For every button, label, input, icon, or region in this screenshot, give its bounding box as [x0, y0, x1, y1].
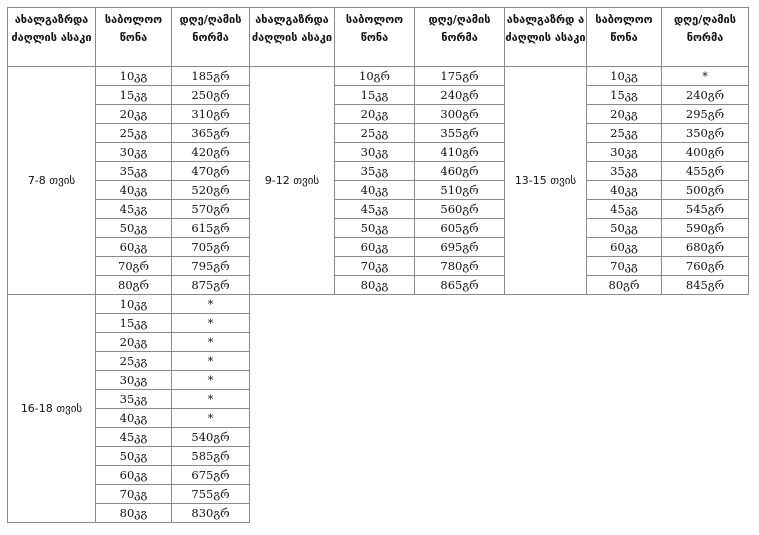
table-row: [8, 181, 749, 200]
weight-cell: 15კგ: [335, 86, 415, 105]
norm-cell: 460გრ: [415, 162, 505, 181]
weight-cell: 15კგ: [96, 86, 172, 105]
weight-cell: 50კგ: [587, 219, 662, 238]
norm-cell: *: [172, 390, 250, 409]
age-header-1: ახალგაზრდა ძაღლის ასაკი: [8, 8, 96, 67]
weight-cell: 70გრ: [96, 257, 172, 276]
weight-cell: 40კგ: [335, 181, 415, 200]
feed-norm-table: [7, 7, 749, 523]
weight-cell: 35კგ: [96, 390, 172, 409]
norm-cell: *: [172, 333, 250, 352]
weight-cell: 35კგ: [587, 162, 662, 181]
norm-cell: *: [172, 371, 250, 390]
age-header-3: ახალგაზრდ ა ძაღლის ასაკი: [505, 8, 587, 67]
age-header-2: ახალგაზრდა ძაღლის ასაკი: [250, 8, 335, 67]
norm-cell: 605გრ: [415, 219, 505, 238]
weight-cell: 70კგ: [335, 257, 415, 276]
weight-cell: 60კგ: [587, 238, 662, 257]
weight-cell: 60კგ: [96, 238, 172, 257]
weight-cell: 80გრ: [587, 276, 662, 295]
norm-cell: 570გრ: [172, 200, 250, 219]
norm-cell: 470გრ: [172, 162, 250, 181]
norm-cell: 875გრ: [172, 276, 250, 295]
norm-cell: 410გრ: [415, 143, 505, 162]
weight-cell: 30კგ: [96, 371, 172, 390]
weight-cell: 20კგ: [587, 105, 662, 124]
weight-cell: 30კგ: [96, 143, 172, 162]
table-row: [8, 276, 749, 295]
norm-cell: 185გრ: [172, 67, 250, 86]
weight-cell: 70კგ: [96, 485, 172, 504]
norm-cell: 540გრ: [172, 428, 250, 447]
norm-cell: 355გრ: [415, 124, 505, 143]
table-row: [8, 124, 749, 143]
weight-cell: 15კგ: [587, 86, 662, 105]
weight-cell: 40კგ: [96, 181, 172, 200]
weight-cell: 10კგ: [96, 295, 172, 314]
blank-area: [250, 295, 749, 523]
norm-cell: 310გრ: [172, 105, 250, 124]
age-cell: 16-18 თვის: [8, 295, 96, 523]
table-row: [8, 257, 749, 276]
table-row: [8, 143, 749, 162]
weight-cell: 35კგ: [96, 162, 172, 181]
table-row: [8, 295, 749, 314]
age-cell: 9-12 თვის: [250, 67, 335, 295]
weight-cell: 50კგ: [335, 219, 415, 238]
norm-cell: 760გრ: [662, 257, 749, 276]
weight-cell: 80კგ: [96, 504, 172, 523]
norm-cell: *: [172, 352, 250, 371]
weight-cell: 60კგ: [335, 238, 415, 257]
norm-cell: 295გრ: [662, 105, 749, 124]
weight-cell: 45კგ: [96, 200, 172, 219]
weight-cell: 70კგ: [587, 257, 662, 276]
weight-cell: 30კგ: [587, 143, 662, 162]
table-row: [8, 162, 749, 181]
norm-cell: 585გრ: [172, 447, 250, 466]
age-cell: 13-15 თვის: [505, 67, 587, 295]
weight-cell: 25კგ: [96, 124, 172, 143]
table-row: [8, 219, 749, 238]
norm-header-3: დღე/ღამის ნორმა: [662, 8, 749, 67]
weight-cell: 60კგ: [96, 466, 172, 485]
norm-cell: 250გრ: [172, 86, 250, 105]
weight-header-3: საბოლოო წონა: [587, 8, 662, 67]
norm-cell: 500გრ: [662, 181, 749, 200]
norm-cell: *: [172, 314, 250, 333]
weight-cell: 40კგ: [587, 181, 662, 200]
norm-cell: *: [172, 295, 250, 314]
norm-cell: 420გრ: [172, 143, 250, 162]
norm-cell: *: [172, 409, 250, 428]
norm-cell: 695გრ: [415, 238, 505, 257]
weight-cell: 15კგ: [96, 314, 172, 333]
weight-cell: 30კგ: [335, 143, 415, 162]
norm-header-1: დღე/ღამის ნორმა: [172, 8, 250, 67]
weight-header-2: საბოლოო წონა: [335, 8, 415, 67]
table-row: [8, 238, 749, 257]
weight-cell: 50კგ: [96, 447, 172, 466]
weight-cell: 45კგ: [335, 200, 415, 219]
norm-cell: 520გრ: [172, 181, 250, 200]
weight-cell: 20კგ: [335, 105, 415, 124]
weight-cell: 50კგ: [96, 219, 172, 238]
table-row: [8, 86, 749, 105]
weight-cell: 45კგ: [587, 200, 662, 219]
norm-cell: 365გრ: [172, 124, 250, 143]
norm-cell: 615გრ: [172, 219, 250, 238]
age-cell: 7-8 თვის: [8, 67, 96, 295]
table-row: [8, 105, 749, 124]
norm-cell: 680გრ: [662, 238, 749, 257]
norm-cell: 350გრ: [662, 124, 749, 143]
weight-cell: 25კგ: [587, 124, 662, 143]
table-row: [8, 200, 749, 219]
weight-cell: 80კგ: [335, 276, 415, 295]
norm-cell: 510გრ: [415, 181, 505, 200]
weight-cell: 25კგ: [96, 352, 172, 371]
norm-cell: 400გრ: [662, 143, 749, 162]
norm-cell: 780გრ: [415, 257, 505, 276]
weight-cell: 10კგ: [96, 67, 172, 86]
norm-cell: 240გრ: [662, 86, 749, 105]
norm-cell: 830გრ: [172, 504, 250, 523]
norm-cell: 560გრ: [415, 200, 505, 219]
weight-cell: 20კგ: [96, 333, 172, 352]
weight-cell: 35კგ: [335, 162, 415, 181]
norm-cell: 175გრ: [415, 67, 505, 86]
norm-cell: 755გრ: [172, 485, 250, 504]
norm-cell: 865გრ: [415, 276, 505, 295]
norm-cell: 300გრ: [415, 105, 505, 124]
norm-cell: 455გრ: [662, 162, 749, 181]
norm-cell: 240გრ: [415, 86, 505, 105]
norm-cell: 675გრ: [172, 466, 250, 485]
header-row: [8, 8, 749, 67]
weight-cell: 20კგ: [96, 105, 172, 124]
weight-cell: 10გრ: [335, 67, 415, 86]
weight-header-1: საბოლოო წონა: [96, 8, 172, 67]
weight-cell: 45კგ: [96, 428, 172, 447]
weight-cell: 40კგ: [96, 409, 172, 428]
norm-cell: 590გრ: [662, 219, 749, 238]
norm-header-2: დღე/ღამის ნორმა: [415, 8, 505, 67]
table-row: [8, 67, 749, 86]
norm-cell: *: [662, 67, 749, 86]
norm-cell: 705გრ: [172, 238, 250, 257]
norm-cell: 845გრ: [662, 276, 749, 295]
norm-cell: 795გრ: [172, 257, 250, 276]
weight-cell: 10კგ: [587, 67, 662, 86]
norm-cell: 545გრ: [662, 200, 749, 219]
weight-cell: 80გრ: [96, 276, 172, 295]
weight-cell: 25კგ: [335, 124, 415, 143]
